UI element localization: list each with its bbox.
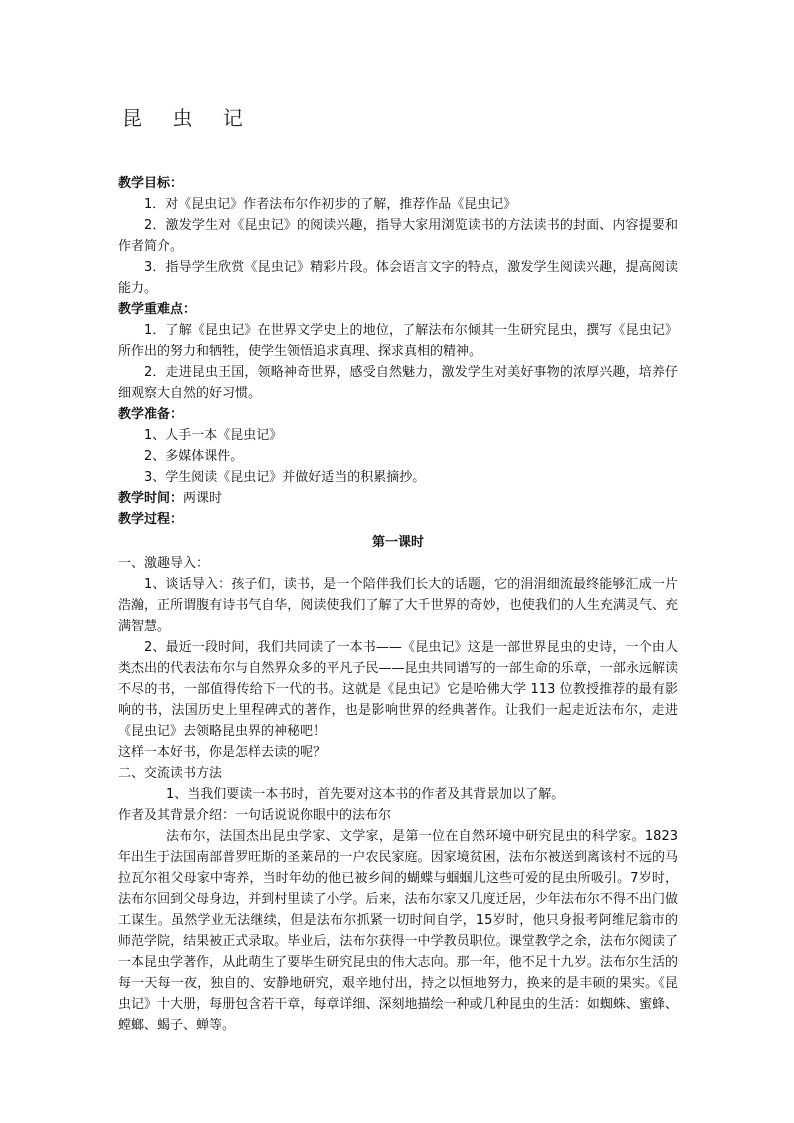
teaching-time-label: 教学时间： <box>118 491 184 506</box>
goals-heading: 教学目标： <box>118 176 184 191</box>
lesson-title: 第一课时 <box>371 535 424 550</box>
preparation-item: 2、多媒体课件。 <box>144 449 244 464</box>
paragraph: 2、最近一段时间，我们共同读了一本书——《昆虫记》这是一部世界昆虫的史诗，一个由人类杰出的代表法布尔与自然界众多的平凡子民——昆虫共同谱写的一部生命的乐章，一部永远解读不尽的书，一部值得传给下一代的书。这就是《昆虫记》它是哈佛大学 113 位教授推荐的最有影响的书，法国历史上里程碑式的著作，也是影响世界的经典著作。让我们一起走近法布尔，走进《昆虫记》去领略昆虫界的神秘吧！ <box>118 640 678 739</box>
paragraph: 1、当我们要读一本书时，首先要对这本书的作者及其背景加以了解。 <box>166 787 565 802</box>
preparation-heading: 教学准备： <box>118 407 184 422</box>
question-line: 这样一本好书，你是怎样去读的呢？ <box>118 745 327 760</box>
process-heading: 教学过程： <box>118 512 184 527</box>
key-points-heading: 教学重难点： <box>118 302 197 317</box>
goal-item: 2．激发学生对《昆虫记》的阅读兴趣，指导大家用浏览读书的方法读书的封面、内容提要和作者简介。 <box>118 218 678 254</box>
section-heading: 一、激趣导入： <box>118 556 210 571</box>
page-title: 昆 虫 记 <box>122 106 255 130</box>
teaching-time-value: 两课时 <box>183 491 223 506</box>
author-intro-line: 作者及其背景介绍：一句话说说你眼中的法布尔 <box>118 808 392 823</box>
key-point-item: 1．了解《昆虫记》在世界文学史上的地位，了解法布尔倾其一生研究昆虫，撰写《昆虫记》所作出的努力和牺牲，使学生领悟追求真理、探求真相的精神。 <box>118 323 678 359</box>
goal-item: 3．指导学生欣赏《昆虫记》精彩片段。体会语言文字的特点，激发学生阅读兴趣，提高阅读能力。 <box>118 260 678 296</box>
key-point-item: 2．走进昆虫王国，领略神奇世界，感受自然魅力，激发学生对美好事物的浓厚兴趣，培养仔细观察大自然的好习惯。 <box>118 365 678 401</box>
preparation-item: 3、学生阅读《昆虫记》并做好适当的积累摘抄。 <box>144 470 426 485</box>
preparation-item: 1、人手一本《昆虫记》 <box>144 428 283 443</box>
section-heading: 二、交流读书方法 <box>118 766 223 781</box>
author-bio-paragraph: 法布尔，法国杰出昆虫学家、文学家，是第一位在自然环境中研究昆虫的科学家。1823年出生于法国南部普罗旺斯的圣莱昂的一户农民家庭。因家境贫困，法布尔被送到离该村不远的马拉瓦尔祖父母家中寄养，当时年幼的他已被乡间的蝴蝶与蝈蝈儿这些可爱的昆虫所吸引。7岁时，法布尔回到父母身边，并到村里读了小学。后来，法布尔家又几度迁居，少年法布尔不得不出门做工谋生。虽然学业无法继续，但是法布尔抓紧一切时间自学，15岁时，他只身报考阿维尼翁市的师范学院，结果被正式录取。毕业后，法布尔获得一中学教员职位。课堂教学之余，法布尔阅读了一本昆虫学著作，从此萌生了要毕生研究昆虫的伟大志向。那一年，他不足十九岁。法布尔生活的每一天每一夜，独自的、安静地研究，艰辛地付出，持之以恒地努力，换来的是丰硕的果实。《昆虫记》十大册，每册包含若干章，每章详细、深刻地描绘一种或几种昆虫的生活：如蜘蛛、蜜蜂、螳螂、蝎子、蝉等。 <box>118 829 678 1033</box>
teaching-time <box>118 488 678 509</box>
goal-item: 1．对《昆虫记》作者法布尔作初步的了解，推荐作品《昆虫记》 <box>144 197 517 212</box>
paragraph: 1、谈话导入：孩子们，读书，是一个陪伴我们长大的话题，它的涓涓细流最终能够汇成一片浩瀚，正所谓腹有诗书气自华，阅读使我们了解了大千世界的奇妙，也使我们的人生充满灵气、充满智慧。 <box>118 577 678 634</box>
document-body <box>118 102 678 1036</box>
